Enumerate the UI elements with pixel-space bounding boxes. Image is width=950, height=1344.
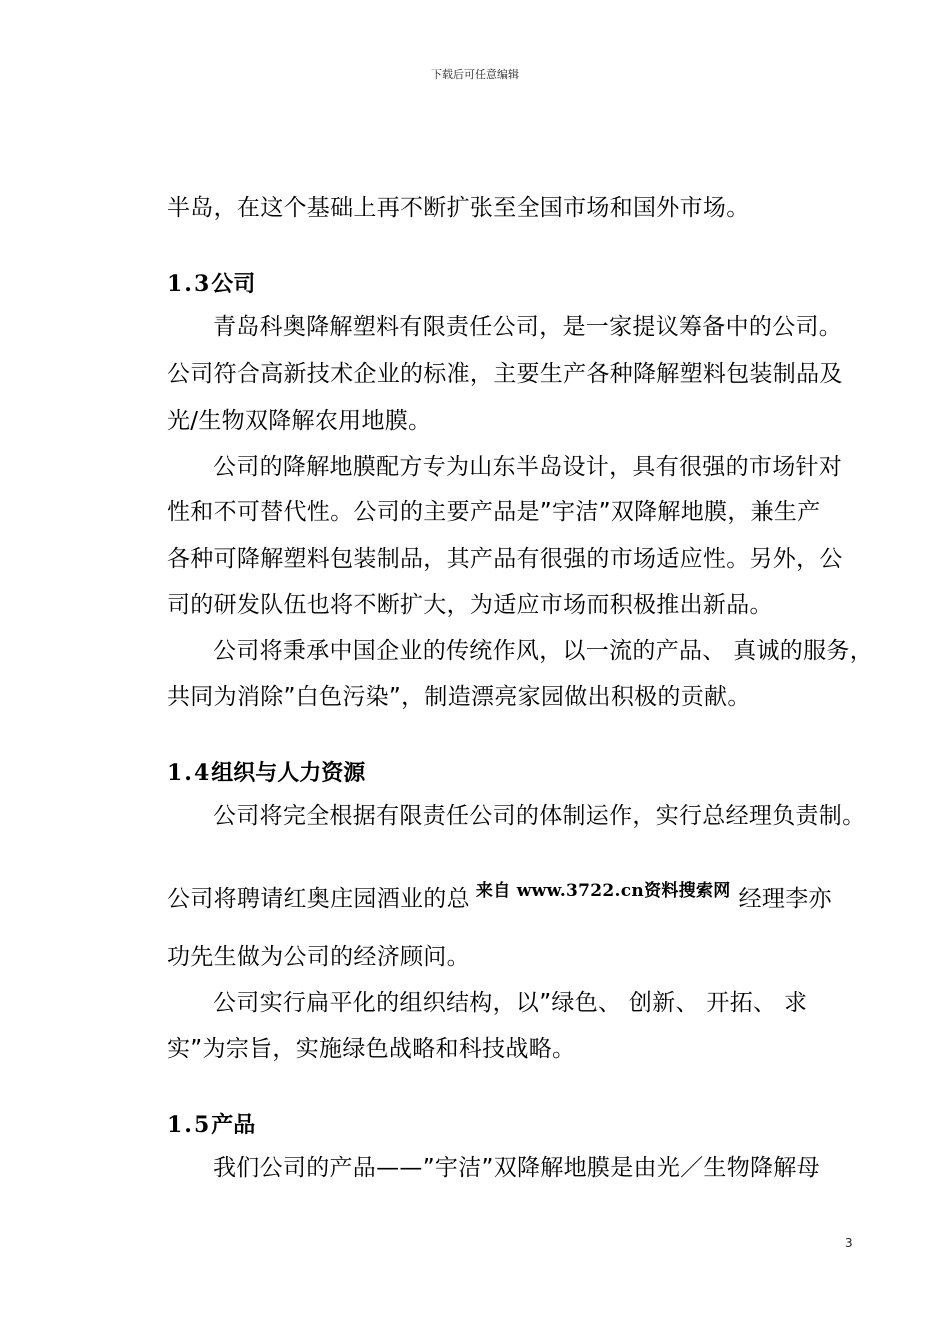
section-number: 1.5 [167, 1112, 212, 1138]
body-line: 公司将完全根据有限责任公司的体制运作，实行总经理负责制。 [213, 803, 866, 829]
body-line-with-ad [167, 881, 832, 916]
body-line: 我们公司的产品——”宇洁”双降解地膜是由光／生物降解母 [213, 1155, 820, 1181]
section-title: 组织与人力资源 [211, 761, 366, 786]
body-line: 公司实行扁平化的组织结构，以”绿色、 创新、 开拓、 求 [213, 990, 808, 1016]
body-line: 各种可降解塑料包装制品，其产品有很强的市场适应性。另外，公 [167, 546, 843, 572]
body-line: 实”为宗旨，实施绿色战略和科技战略。 [167, 1036, 576, 1062]
body-line: 功先生做为公司的经济顾问。 [167, 944, 470, 970]
section-number: 1.4 [167, 760, 212, 786]
body-line: 司的研发队伍也将不断扩大，为适应市场而积极推出新品。 [167, 592, 773, 618]
section-number: 1.3 [167, 271, 212, 297]
header-note: 下载后可任意编辑 [431, 68, 519, 81]
body-line: 公司符合高新技术企业的标准，主要生产各种降解塑料包装制品及 [167, 361, 843, 387]
inline-watermark-text: 来自 www.3722.cn资料搜索网 [475, 881, 731, 901]
page-number: 3 [845, 1236, 853, 1250]
body-line: 公司将秉承中国企业的传统作风，以一流的产品、 真诚的服务， [213, 638, 874, 664]
section-heading-1-4 [167, 758, 365, 789]
body-line: 半岛，在这个基础上再不断扩张至全国市场和国外市场。 [167, 195, 750, 221]
body-line: 公司的降解地膜配方专为山东半岛设计，具有很强的市场针对 [213, 454, 843, 480]
body-line: 共同为消除”白色污染”，制造漂亮家园做出积极的贡献。 [167, 684, 751, 710]
body-text: 经理李亦 [738, 886, 832, 912]
body-line: 青岛科奥降解塑料有限责任公司，是一家提议筹备中的公司。 [213, 314, 843, 340]
body-text: 公司将聘请红奥庄园酒业的总 [167, 886, 470, 912]
section-heading-1-3 [167, 269, 255, 300]
section-heading-1-5 [167, 1110, 255, 1141]
section-title: 公司 [211, 272, 256, 297]
body-line: 性和不可替代性。公司的主要产品是”宇洁”双降解地膜，兼生产 [167, 499, 821, 525]
body-line: 光/生物双降解农用地膜。 [167, 408, 432, 434]
section-title: 产品 [211, 1113, 256, 1138]
